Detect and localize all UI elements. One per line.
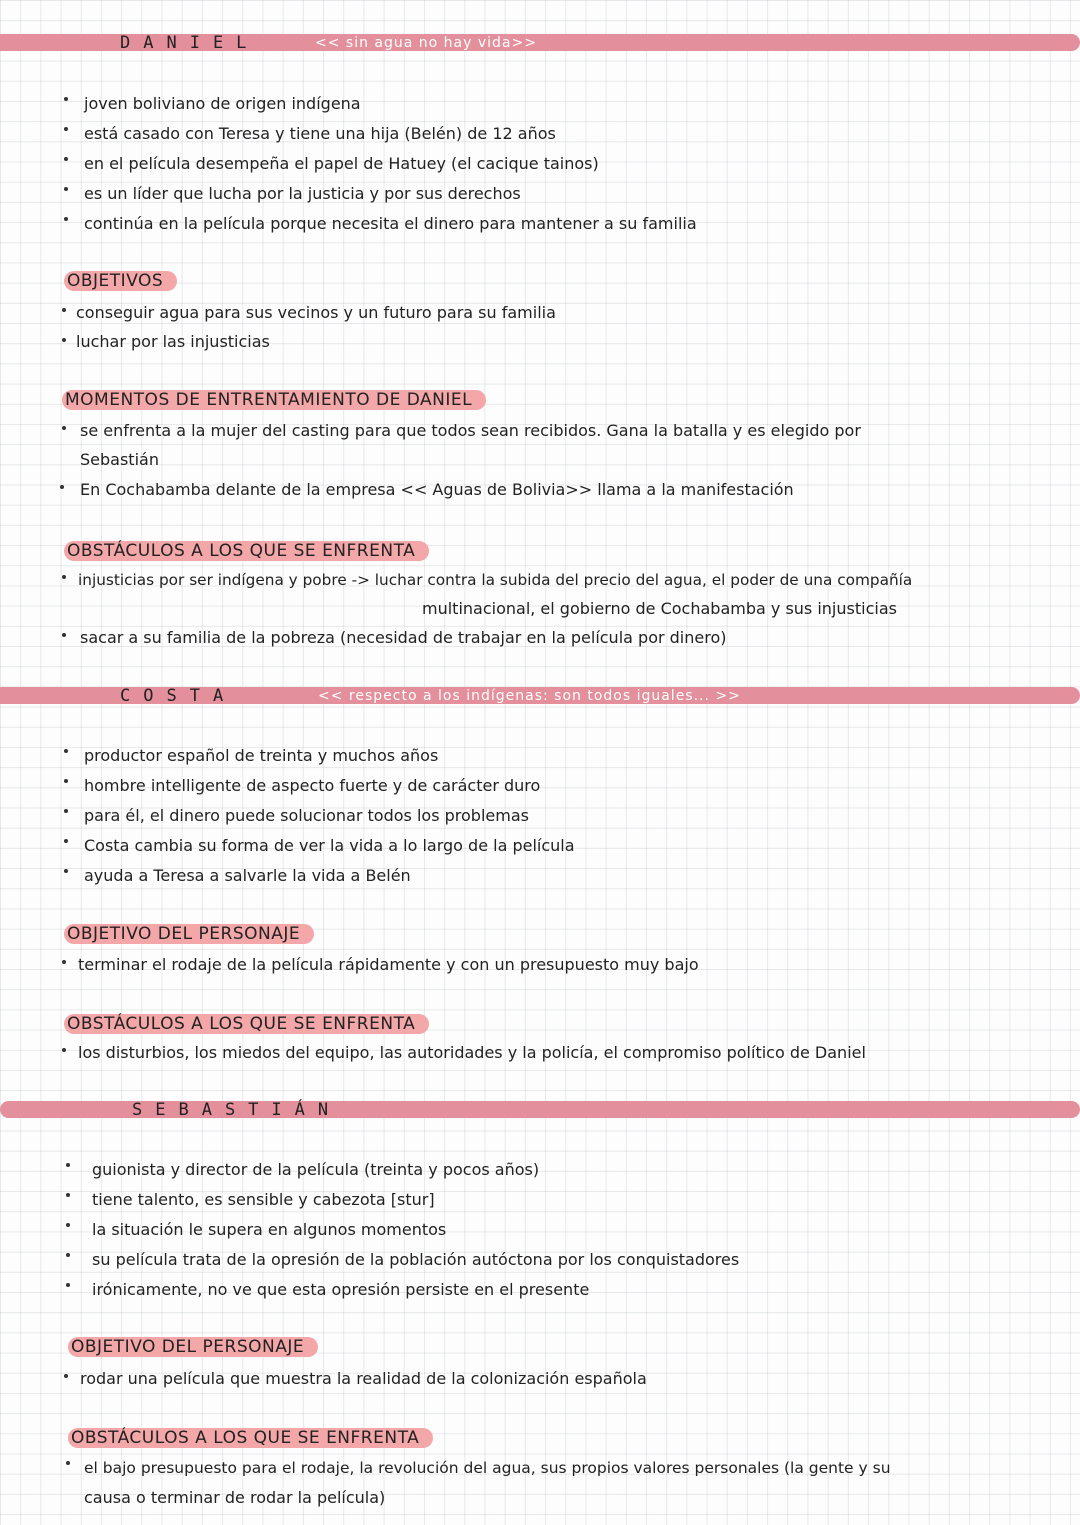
bullet-dot [66, 1223, 70, 1227]
costa-bullet-4: Costa cambia su forma de ver la vida a lo largo de la película [84, 836, 575, 855]
sebastian-heading-objetivo: OBJETIVO DEL PERSONAJE [68, 1337, 318, 1357]
bullet-dot [62, 575, 66, 579]
costa-objetivo-line-1: terminar el rodaje de la película rápidamente y con un presupuesto muy bajo [78, 955, 699, 974]
bullet-dot [64, 157, 68, 161]
bullet-dot [62, 426, 66, 430]
daniel-momentos-line-1: se enfrenta a la mujer del casting para que todos sean recibidos. Gana la batalla y es elegido por [80, 421, 861, 440]
costa-bullet-3: para él, el dinero puede solucionar todos los problemas [84, 806, 529, 825]
section-title-costa: COSTA [120, 686, 237, 706]
sebastian-objetivo-line-1: rodar una película que muestra la realidad de la colonización española [80, 1369, 647, 1388]
bullet-dot [64, 1374, 68, 1378]
bullet-dot [64, 187, 68, 191]
daniel-bullet-4: es un líder que lucha por la justicia y por sus derechos [84, 184, 521, 203]
sebastian-obstaculos-line-1: el bajo presupuesto para el rodaje, la revolución del agua, sus propios valores personales (la gente y su [84, 1459, 891, 1477]
costa-heading-obstaculos: OBSTÁCULOS A LOS QUE SE ENFRENTA [64, 1014, 429, 1034]
sebastian-bullet-4: su película trata de la opresión de la población autóctona por los conquistadores [92, 1250, 740, 1269]
bullet-dot [62, 308, 66, 312]
costa-heading-objetivo: OBJETIVO DEL PERSONAJE [64, 924, 314, 944]
sebastian-bullet-1: guionista y director de la película (treinta y pocos años) [92, 1160, 540, 1179]
section-title-sebastian: SEBASTIÁN [132, 1100, 342, 1120]
bullet-dot [64, 839, 68, 843]
bullet-dot [60, 485, 64, 489]
daniel-heading-momentos: MOMENTOS DE ENTRENTAMIENTO DE DANIEL [62, 390, 486, 410]
daniel-heading-objetivos: OBJETIVOS [64, 271, 177, 291]
section-title-daniel: DANIEL [120, 33, 260, 53]
bullet-dot [66, 1283, 70, 1287]
daniel-objetivos-line-2: luchar por las injusticias [76, 332, 270, 351]
bullet-dot [64, 127, 68, 131]
costa-bullet-1: productor español de treinta y muchos años [84, 746, 439, 765]
sebastian-obstaculos-line-2: causa o terminar de rodar la película) [84, 1488, 386, 1507]
sebastian-heading-obstaculos: OBSTÁCULOS A LOS QUE SE ENFRENTA [68, 1428, 433, 1448]
sebastian-bullet-2: tiene talento, es sensible y cabezota [stur] [92, 1190, 435, 1209]
bullet-dot [62, 338, 66, 342]
daniel-bullet-1: joven boliviano de origen indígena [84, 94, 361, 113]
sebastian-bullet-5: irónicamente, no ve que esta opresión persiste en el presente [92, 1280, 590, 1299]
bullet-dot [66, 1193, 70, 1197]
sebastian-bullet-3: la situación le supera en algunos momentos [92, 1220, 447, 1239]
bullet-dot [66, 1163, 70, 1167]
daniel-bullet-5: continúa en la película porque necesita el dinero para mantener a su familia [84, 214, 697, 233]
bullet-dot [64, 779, 68, 783]
bullet-dot [62, 633, 66, 637]
costa-obstaculos-line-1: los disturbios, los miedos del equipo, las autoridades y la policía, el compromiso político de Daniel [78, 1043, 866, 1062]
daniel-obstaculos-line-1: injusticias por ser indígena y pobre -> luchar contra la subida del precio del agua, el poder de una compañía [78, 571, 913, 589]
bullet-dot [66, 1253, 70, 1257]
daniel-heading-obstaculos: OBSTÁCULOS A LOS QUE SE ENFRENTA [64, 541, 429, 561]
section-quote-daniel: << sin agua no hay vida>> [315, 35, 537, 51]
costa-bullet-2: hombre intelligente de aspecto fuerte y de carácter duro [84, 776, 541, 795]
bullet-dot [64, 869, 68, 873]
daniel-bullet-3: en el película desempeña el papel de Hatuey (el cacique tainos) [84, 154, 599, 173]
bullet-dot [64, 749, 68, 753]
daniel-bullet-2: está casado con Teresa y tiene una hija (Belén) de 12 años [84, 124, 556, 143]
bullet-dot [66, 1461, 70, 1465]
bullet-dot [62, 960, 66, 964]
bullet-dot [64, 217, 68, 221]
daniel-obstaculos-line-2: multinacional, el gobierno de Cochabamba y sus injusticias [422, 599, 897, 618]
daniel-momentos-line-3: En Cochabamba delante de la empresa << Aguas de Bolivia>> llama a la manifestación [80, 480, 794, 499]
bullet-dot [64, 809, 68, 813]
costa-bullet-5: ayuda a Teresa a salvarle la vida a Belén [84, 866, 411, 885]
daniel-obstaculos-line-3: sacar a su familia de la pobreza (necesidad de trabajar en la película por dinero) [80, 628, 727, 647]
bullet-dot [62, 1048, 66, 1052]
section-quote-costa: << respecto a los indígenas: son todos iguales... >> [318, 688, 741, 704]
bullet-dot [64, 97, 68, 101]
daniel-momentos-line-2: Sebastián [80, 450, 159, 469]
daniel-objetivos-line-1: conseguir agua para sus vecinos y un futuro para su familia [76, 303, 556, 322]
